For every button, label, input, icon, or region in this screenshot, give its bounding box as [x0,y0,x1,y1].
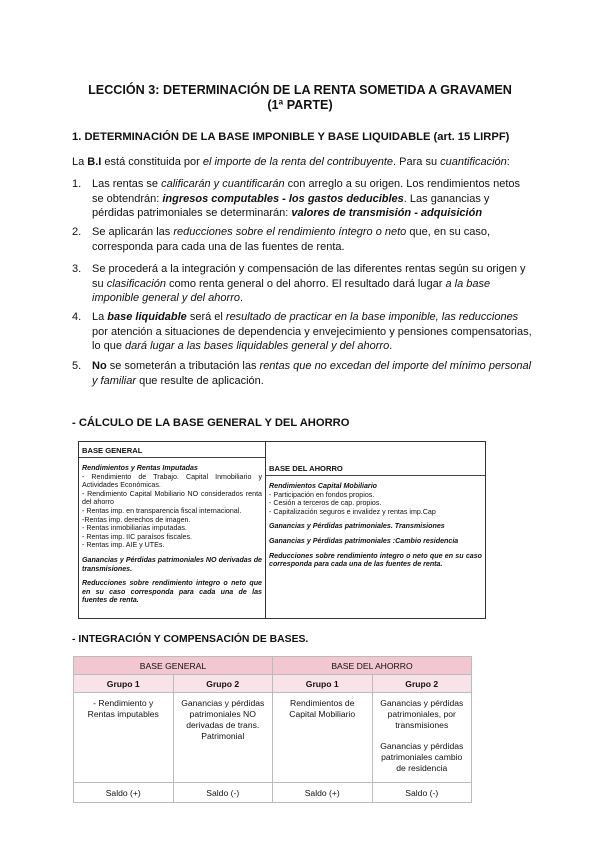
section2-heading: - CÁLCULO DE LA BASE GENERAL Y DEL AHORRO [72,417,350,429]
divider [266,475,485,476]
general-list-1 [82,473,262,550]
section3-heading: - INTEGRACIÓN Y COMPENSACIÓN DE BASES. [72,634,309,645]
list-line: - Capitalización seguros e invalidez y rentas imp.Cap [269,507,436,516]
table-cell [372,693,472,783]
ahorro-subheading: Reducciones sobre rendimiento integro o neto que en su caso corresponda para cada una de las fuentes de renta. [269,551,482,569]
text-run: por atención a situaciones de dependencia y envejecimiento y pensiones compensatorias, lo que [92,325,532,353]
saldo-cell: Saldo (+) [273,783,373,803]
text-run: reducciones sobre el rendimiento íntegro o neto [173,226,407,238]
base-general-header: BASE GENERAL [82,446,143,455]
group-header: Grupo 2 [372,675,472,693]
list-line: -Rentas imp. derechos de imagen. [82,515,191,524]
group-header: Grupo 2 [173,675,273,693]
list-item-number: 3. [72,263,82,275]
text-run: base liquidable [107,311,187,323]
cell-text: Ganancias y pérdidas patrimoniales cambio de residencia [380,741,464,773]
list-line: - Rendimiento Capital Mobiliario NO considerados renta del ahorro [82,489,262,507]
ahorro-subheading: Ganancias y Pérdidas patrimoniales :Cambio residencia [269,536,459,545]
saldo-cell: Saldo (-) [173,783,273,803]
text-run: cuantificación [440,156,507,168]
ahorro-list-1 [269,491,482,517]
list-item-text [92,225,532,254]
text-run: clasificación [106,277,166,290]
text-run: No [92,360,107,372]
text-run: calificarán y cuantificarán [161,178,285,190]
text-run: Se procederá a la integración y compensación de las diferentes rentas según su origen y su [92,263,526,290]
text-run: que, en su caso, corresponda para cada una de las fuentes de renta. [92,226,491,253]
text-run: resultado de practicar en la base imponible, las reducciones [225,311,519,323]
list-item-4 [72,310,532,354]
table-cell [74,693,174,783]
ahorro-subheading: Rendimientos Capital Mobiliario [269,482,377,490]
section1-heading: 1. DETERMINACIÓN DE LA BASE IMPONIBLE Y BASE LIQUIDABLE (art. 15 LIRPF) [72,131,510,143]
page-title [60,83,540,113]
text-run: está constituida por [101,156,203,168]
general-subheading: Ganancias y Pérdidas patrimoniales NO derivadas de transmisiones. [82,555,262,573]
list-item-text [92,262,532,306]
list-item-text [92,177,532,221]
saldo-cell: Saldo (+) [74,783,174,803]
text-run: La [72,156,88,168]
list-line: - Rentas imp. AIE y UTEs. [82,541,165,550]
text-run: La [92,311,108,323]
text-run: con arreglo a su origen. Los rendimientos netos se obtendrán: [92,178,521,205]
base-ahorro-header: BASE DEL AHORRO [269,464,343,473]
text-run: dará lugar a las bases liquidables general y del ahorro [125,340,390,353]
saldo-cell: Saldo (-) [372,783,472,803]
group-header: Grupo 1 [273,675,373,693]
cell-text: Rendimientos de Capital Mobiliario [289,698,356,719]
list-item-number: 4. [72,311,82,323]
text-run: . [389,340,393,353]
bases-box [78,441,486,619]
table-header-ahorro: BASE DEL AHORRO [273,657,472,675]
table-cell [273,693,373,783]
list-item-5 [72,359,532,388]
text-run: . Para su [393,156,441,168]
divider [79,457,265,458]
title-line-1: LECCIÓN 3: DETERMINACIÓN DE LA RENTA SOMETIDA A GRAVAMEN [88,83,512,97]
title-line-2: (1ª PARTE) [267,98,333,112]
text-run: Las rentas se [92,178,162,190]
table-cell [173,693,273,783]
list-item-2 [72,225,532,254]
text-run: valores de transmisión - adquisición [291,207,483,220]
list-item-1 [72,177,532,221]
cell-text: Ganancias y pérdidas patrimoniales NO derivadas de trans. Patrimonial [181,698,265,741]
text-run: Se aplicarán las [92,226,174,238]
text-run: el importe de la renta del contribuyente [202,156,394,168]
text-run: : [506,156,510,168]
list-line: - Cesión a terceros de cap. propios. [269,499,382,508]
table-header-general: BASE GENERAL [74,657,273,675]
list-line: - Rentas inmobiliarias imputadas. [82,524,187,533]
text-run: se someterán a tributación las [106,360,260,372]
cell-text: Ganancias y pérdidas patrimoniales, por transmisiones [380,698,464,730]
list-item-number: 2. [72,226,82,238]
group-header: Grupo 1 [74,675,174,693]
text-run: rentas que no excedan del importe del mínimo personal y familiar [92,360,532,387]
general-subheading: Reducciones sobre rendimiento integro o neto que en su caso corresponda para cada una de las fuentes de renta. [82,579,262,605]
list-line: - Rendimiento de Trabajo. Capital Inmobiliario y Actividades Económicas. [82,472,262,490]
section1-intro [72,155,532,170]
text-run: será el [186,311,226,323]
list-line: - Rentas imp. en transparencia fiscal internacional. [82,506,242,515]
text-run: B.I [87,156,102,168]
list-item-number: 5. [72,360,82,372]
list-line: - Rentas imp. IIC paraísos fiscales. [82,532,192,541]
base-general-column [79,442,266,618]
list-item-3 [72,262,532,306]
text-run: a la base imponible general y del ahorro [92,277,491,305]
text-run: como renta general o del ahorro. El resultado dará lugar [166,277,446,290]
list-item-text [92,310,532,354]
text-run: que resulte de aplicación. [136,374,264,387]
list-line: - Participación en fondos propios. [269,490,375,499]
text-run: . Las ganancias y pérdidas patrimoniales se determinarán: [92,192,490,220]
list-item-number: 1. [72,178,82,190]
text-run: ingresos computables - los gastos deducibles [162,192,404,205]
ahorro-subheading: Ganancias y Pérdidas patrimoniales. Transmisiones [269,522,445,531]
general-subheading: Rendimientos y Rentas Imputadas [82,464,198,472]
compensation-table [73,656,472,803]
base-ahorro-column [266,442,485,618]
cell-text: - Rendimiento y Rentas imputables [87,698,159,719]
text-run: . [239,292,244,305]
list-item-text [92,359,532,388]
